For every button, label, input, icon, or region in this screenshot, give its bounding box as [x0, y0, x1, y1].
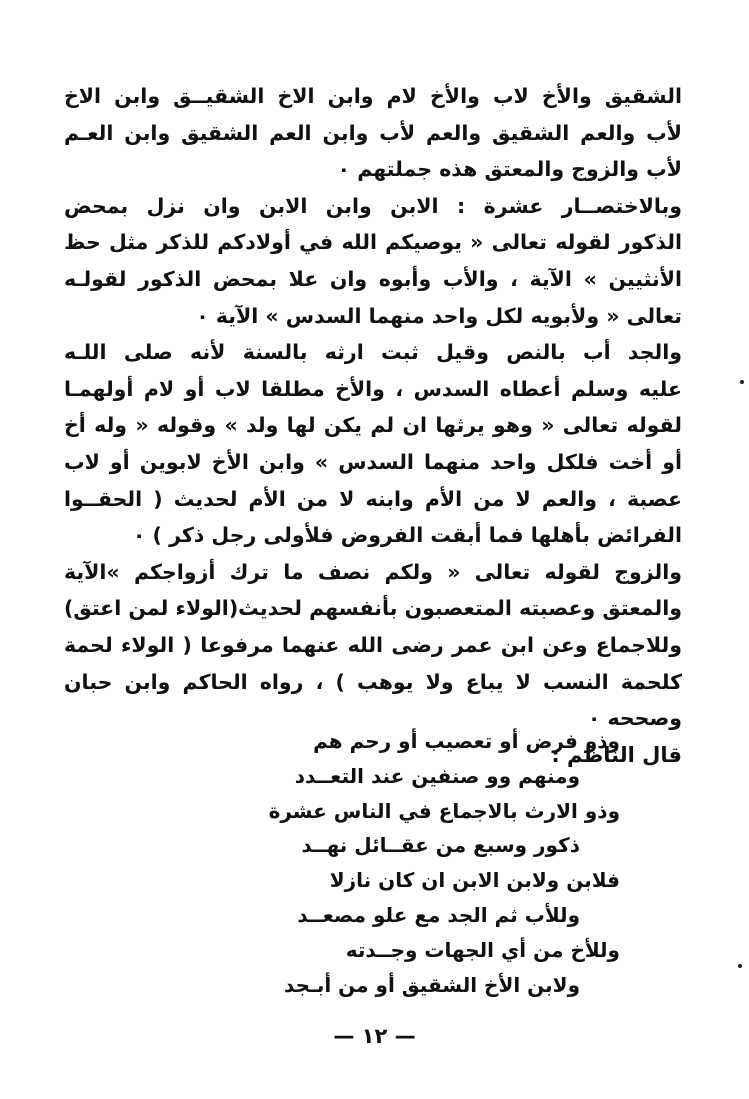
- verse-second-hemistich: ومنهم وو صنفين عند التعــدد: [294, 763, 580, 788]
- verse-first-hemistich: وذو فرض أو تعصيب أو رحم هم: [313, 729, 620, 753]
- verse-second-hemistich: وللأب ثم الجد مع علو مصعــد: [297, 902, 580, 927]
- prose-line: والمعتق وعصبته المتعصبون بأنفسهم لحديث(الولاء لمن اعتق): [64, 596, 682, 621]
- verse-first-hemistich: وذو الارث بالاجماع في الناس عشرة: [268, 798, 620, 823]
- prose-line: وصححه ٠: [587, 706, 682, 731]
- scan-speck: [740, 380, 744, 384]
- prose-line: كلحمة النسب لا يباع ولا يوهب ) ، رواه الحاكم وابن حبان: [64, 669, 682, 694]
- section-heading: قال الناظم :: [551, 742, 682, 767]
- prose-line: الأنثيين » الآية ، والأب وأبوه وان علا بمحض الذكور لقولـه: [64, 266, 682, 291]
- prose-line: الذكور لقوله تعالى « يوصيكم الله في أولادكم للذكر مثل حظ: [64, 230, 682, 255]
- scan-speck: [738, 964, 742, 968]
- prose-line: وللاجماع وعن ابن عمر رضى الله عنهما مرفوعا ( الولاء لحمة: [64, 632, 682, 657]
- prose-line: لأب والزوج والمعتق هذه جملتهم ٠: [337, 157, 682, 182]
- verse-second-hemistich: ذكور وسبع من عقــائل نهــد: [301, 833, 580, 858]
- poem-block: [130, 724, 620, 1002]
- prose-line: تعالى « ولأبويه لكل واحد منهما السدس » الآية ٠: [196, 303, 682, 328]
- prose-line: الشقيق والأخ لاب والأخ لام وابن الاخ الشقيــق وابن الاخ: [64, 84, 682, 108]
- prose-line: والزوج لقوله تعالى « ولكم نصف ما ترك أزواجكم »الآية: [64, 559, 682, 584]
- verse-second-hemistich: ولابن الأخ الشقيق أو من أبـجد: [284, 972, 580, 997]
- prose-line: لقوله تعالى « وهو يرثها ان لم يكن لها ولد » وقوله « وله أخ: [64, 413, 682, 438]
- page-number: — ١٢ —: [333, 1024, 416, 1048]
- prose-line: الفرائض بأهلها فما أبقت الفروض فلأولى رجل ذكر ) ٠: [132, 523, 682, 548]
- prose-body: [64, 78, 682, 773]
- prose-line: أو أخت فلكل واحد منهما السدس » وابن الأخ لابوين أو لاب: [64, 449, 682, 474]
- prose-line: وبالاختصــار عشرة : الابن وابن الابن وان نزل بمحض: [64, 193, 682, 218]
- prose-line: عليه وسلم أعطاه السدس ، والأخ مطلقا لاب أو لام أولهمـا: [64, 376, 682, 401]
- verse-first-hemistich: فلابن ولابن الابن ان كان نازلا: [329, 868, 620, 893]
- prose-line: عصبة ، والعم لا من الأم وابنه لا من الأم لحديث ( الحقــوا: [64, 486, 682, 511]
- prose-line: لأب والعم الشقيق والعم لأب وابن العم الشقيق وابن العـم: [64, 120, 682, 145]
- verse-first-hemistich: وللأخ من أي الجهات وجــدته: [345, 937, 620, 962]
- prose-line: والجد أب بالنص وقيل ثبت ارثه بالسنة لأنه صلى اللـه: [64, 340, 682, 365]
